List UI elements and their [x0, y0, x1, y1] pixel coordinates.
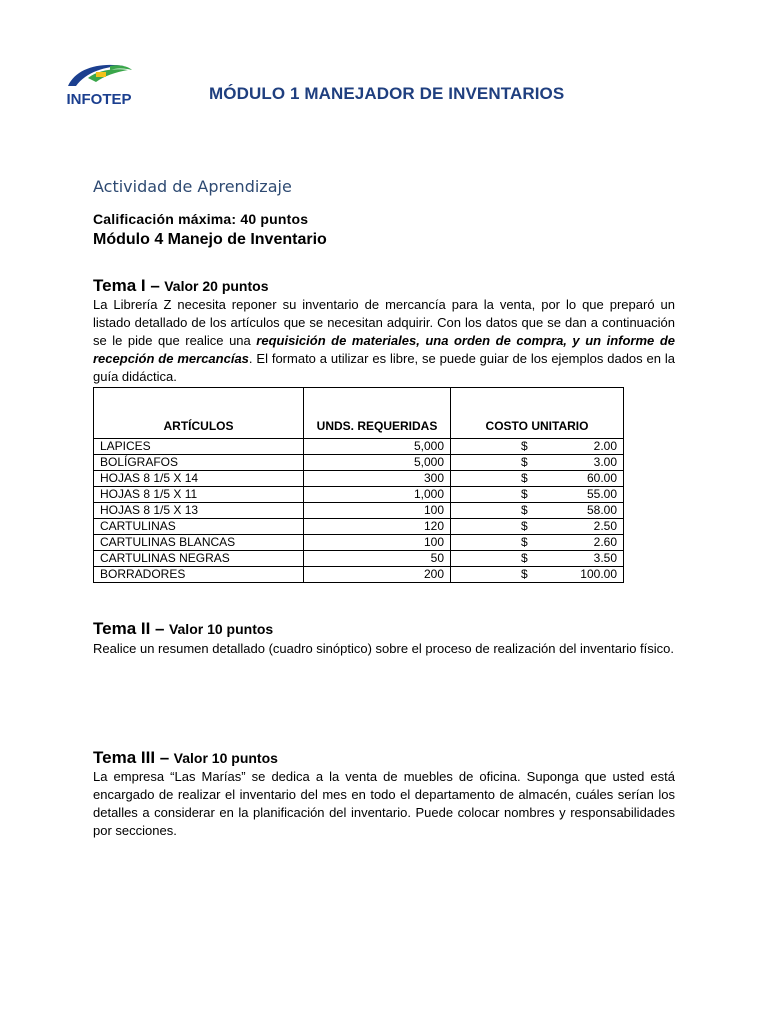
cell-qty: 50 — [304, 551, 451, 567]
tema-1-emphasis: requisición de materiales, una orden de compra, y un informe de recepción de mercancías — [93, 333, 675, 366]
cost-value: 60.00 — [586, 471, 617, 485]
tema-3-label: Tema III – — [93, 748, 170, 767]
table-row — [94, 471, 624, 487]
cell-item: LAPICES — [94, 439, 304, 455]
table-row — [94, 455, 624, 471]
table-row — [94, 567, 624, 583]
cell-qty: 120 — [304, 519, 451, 535]
logo-text: INFOTEP — [66, 91, 132, 108]
cell-cost — [451, 503, 624, 519]
tema-1-text-part2: . El formato a utilizar es libre, se puede guiar de los ejemplos dados en la guía didáctica. — [93, 351, 675, 384]
infotep-logo — [58, 60, 140, 108]
cell-cost — [451, 567, 624, 583]
cost-value: 100.00 — [580, 567, 617, 581]
tema-3-heading — [93, 748, 278, 768]
header-articulos: ARTÍCULOS — [94, 388, 304, 439]
activity-title: Actividad de Aprendizaje — [93, 177, 292, 196]
tema-3-value: Valor 10 puntos — [173, 750, 278, 766]
cell-item: BOLÍGRAFOS — [94, 455, 304, 471]
table-row — [94, 503, 624, 519]
cell-item: HOJAS 8 1/5 X 13 — [94, 503, 304, 519]
table-row — [94, 487, 624, 503]
module-title: Módulo 4 Manejo de Inventario — [93, 231, 327, 248]
tema-2-text: Realice un resumen detallado (cuadro sinóptico) sobre el proceso de realización del inventario físico. — [93, 641, 674, 656]
cell-cost — [451, 455, 624, 471]
tema-1-heading — [93, 276, 268, 296]
cell-item: CARTULINAS — [94, 519, 304, 535]
table-header-row — [94, 388, 624, 439]
cell-item: CARTULINAS NEGRAS — [94, 551, 304, 567]
tema-1-text — [93, 296, 675, 386]
currency-symbol: $ — [521, 487, 528, 501]
cost-value: 3.50 — [593, 551, 617, 565]
table-row — [94, 519, 624, 535]
currency-symbol: $ — [521, 567, 528, 581]
currency-symbol: $ — [521, 519, 528, 533]
cell-item: HOJAS 8 1/5 X 11 — [94, 487, 304, 503]
cell-cost — [451, 551, 624, 567]
cell-qty: 300 — [304, 471, 451, 487]
tema-1-value: Valor 20 puntos — [164, 278, 269, 294]
header-unds: UNDS. REQUERIDAS — [304, 388, 451, 439]
cell-qty: 200 — [304, 567, 451, 583]
cost-value: 55.00 — [586, 487, 617, 501]
cost-value: 2.60 — [593, 535, 617, 549]
cell-qty: 5,000 — [304, 455, 451, 471]
tema-2-heading — [93, 619, 273, 639]
cell-qty: 100 — [304, 535, 451, 551]
cell-item: BORRADORES — [94, 567, 304, 583]
tema-1-label: Tema I – — [93, 276, 160, 295]
cell-cost — [451, 535, 624, 551]
cost-value: 58.00 — [586, 503, 617, 517]
tema-3-text: La empresa “Las Marías” se dedica a la venta de muebles de oficina. Suponga que usted está encargado de realizar el inventario del mes en todo el departamento de almacén, cuáles serían los detalles a considerar en la planificación del inventario. Puede colocar nombres y responsabilidades por secciones. — [93, 769, 675, 838]
cell-cost — [451, 487, 624, 503]
tema-2-value: Valor 10 puntos — [168, 621, 274, 637]
tema-1-text-part1: La Librería Z necesita reponer su inventario de mercancía para la venta, por lo que preparó un listado detallado de los artículos que se necesitan adquirir. Con los datos que se dan a continuación se le pide que realice una — [93, 297, 675, 348]
cost-value: 3.00 — [593, 455, 617, 469]
max-grade: Calificación máxima: 40 puntos — [93, 211, 309, 227]
cell-qty: 100 — [304, 503, 451, 519]
table-row — [94, 551, 624, 567]
tema-2-label: Tema II – — [93, 619, 165, 638]
cell-cost — [451, 519, 624, 535]
cost-value: 2.00 — [593, 439, 617, 453]
currency-symbol: $ — [521, 551, 528, 565]
cost-value: 2.50 — [593, 519, 617, 533]
inventory-table — [93, 387, 624, 583]
cell-qty: 1,000 — [304, 487, 451, 503]
cell-item: CARTULINAS BLANCAS — [94, 535, 304, 551]
header-costo: COSTO UNITARIO — [451, 388, 624, 439]
cell-cost — [451, 439, 624, 455]
currency-symbol: $ — [521, 439, 528, 453]
table-row — [94, 535, 624, 551]
cell-qty: 5,000 — [304, 439, 451, 455]
currency-symbol: $ — [521, 535, 528, 549]
currency-symbol: $ — [521, 503, 528, 517]
table-row — [94, 439, 624, 455]
cell-cost — [451, 471, 624, 487]
currency-symbol: $ — [521, 471, 528, 485]
cell-item: HOJAS 8 1/5 X 14 — [94, 471, 304, 487]
page-header-title: MÓDULO 1 MANEJADOR DE INVENTARIOS — [209, 84, 565, 103]
logo-swoosh-icon — [58, 60, 140, 90]
currency-symbol: $ — [521, 455, 528, 469]
